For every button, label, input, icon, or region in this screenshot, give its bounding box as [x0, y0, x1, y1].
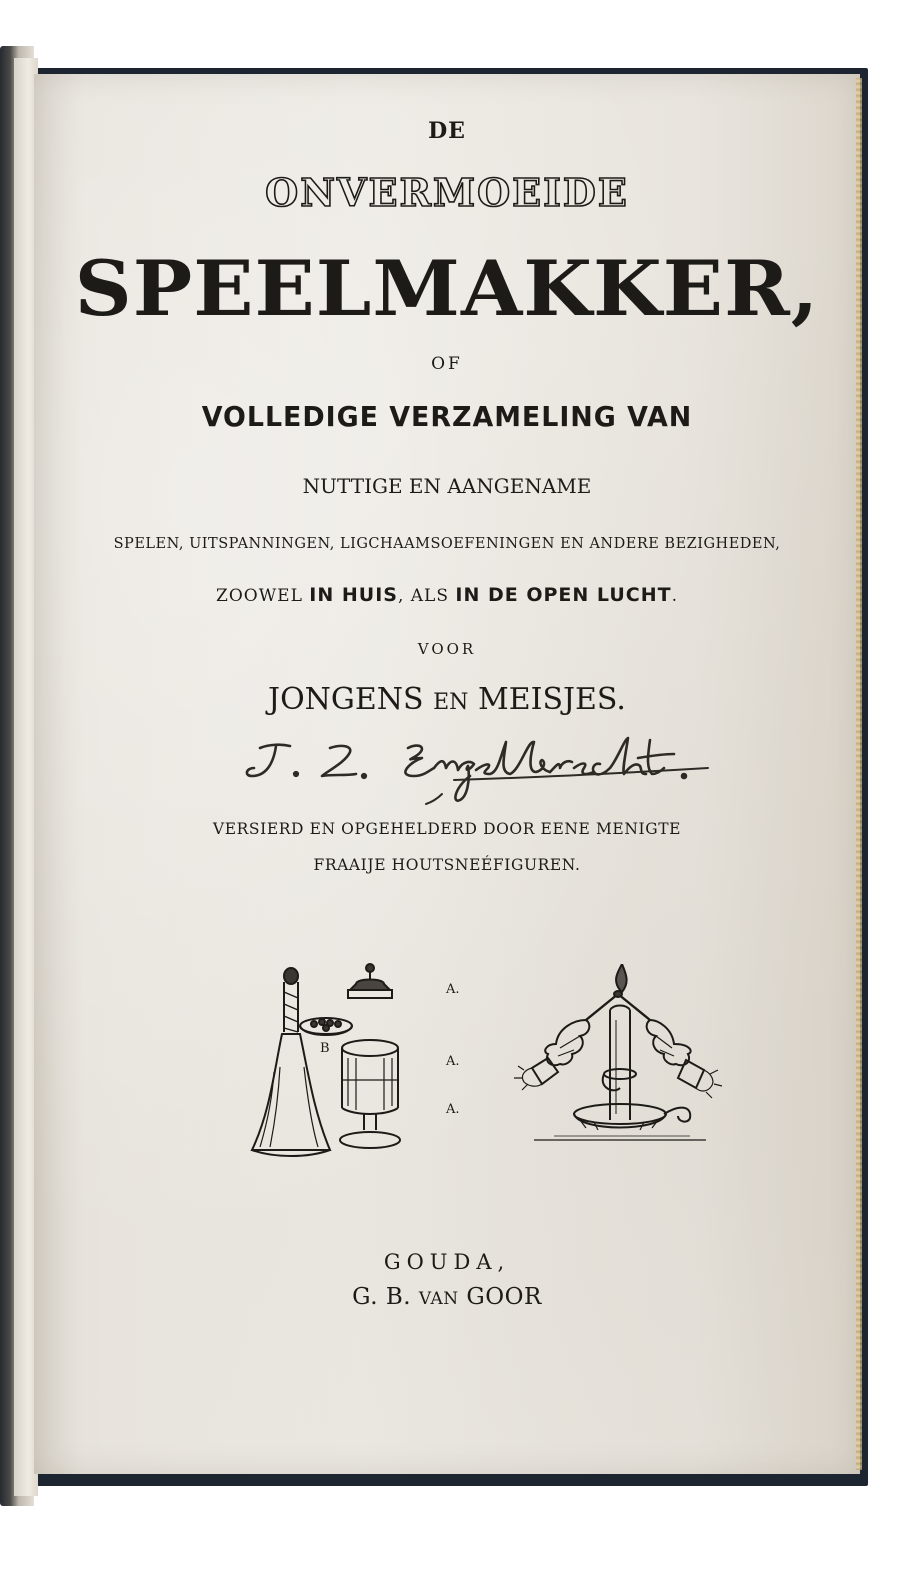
zoowel-text: ZOOWEL — [216, 586, 310, 606]
label-b: B — [320, 1041, 330, 1056]
meisjes-text: MEISJES. — [468, 682, 626, 717]
candle-snuffer-engraving-icon — [494, 964, 734, 1164]
subtitle-versierd: VERSIERD EN OPGEHELDERD DOOR EENE MENIGTE — [212, 820, 682, 838]
en-text: EN — [433, 690, 469, 715]
als-text: , ALS — [397, 586, 456, 606]
subtitle-voor: VOOR — [417, 640, 477, 658]
period-text: . — [671, 586, 678, 606]
woodcut-bell-and-cups — [244, 962, 460, 1162]
subtitle-jongens — [34, 682, 860, 717]
title-page — [34, 74, 860, 1474]
label-a-middle: A. — [446, 1054, 460, 1069]
subtitle-zoowel — [34, 584, 860, 606]
subtitle-volledige: VOLLEDIGE VERZAMELING VAN — [201, 400, 693, 433]
subtitle-spelen: SPELEN, UITSPANNINGEN, LIGCHAAMSOEFENINGEN EN ANDERE BEZIGHEDEN, — [113, 536, 781, 552]
title-de: DE — [428, 118, 466, 144]
subtitle-nuttige: NUTTIGE EN AANGENAME — [302, 474, 592, 498]
publisher-van: VAN — [418, 1289, 459, 1309]
in-huis-text: IN HUIS — [309, 584, 398, 606]
page-fore-edge — [856, 78, 862, 1470]
label-a-bottom: A. — [446, 1102, 460, 1117]
subtitle-fraaije: FRAAIJE HOUTSNEÉFIGUREN. — [313, 856, 581, 874]
publisher-initials: G. B. — [352, 1284, 419, 1310]
bell-engraving-icon — [244, 962, 444, 1162]
title-speelmakker: SPEELMAKKER, — [74, 244, 820, 333]
publisher-goor: GOOR — [458, 1284, 542, 1310]
open-lucht-text: IN DE OPEN LUCHT — [455, 584, 672, 606]
imprint-city: GOUDA, — [383, 1250, 511, 1274]
handwritten-signature — [238, 718, 738, 814]
woodcut-candle-snuffer — [494, 964, 734, 1164]
title-onvermoeide: ONVERMOEIDE — [265, 170, 629, 215]
label-a-top: A. — [446, 982, 460, 997]
imprint-publisher — [34, 1284, 860, 1310]
jongens-text: JONGENS — [268, 682, 434, 717]
title-of: OF — [431, 354, 463, 374]
